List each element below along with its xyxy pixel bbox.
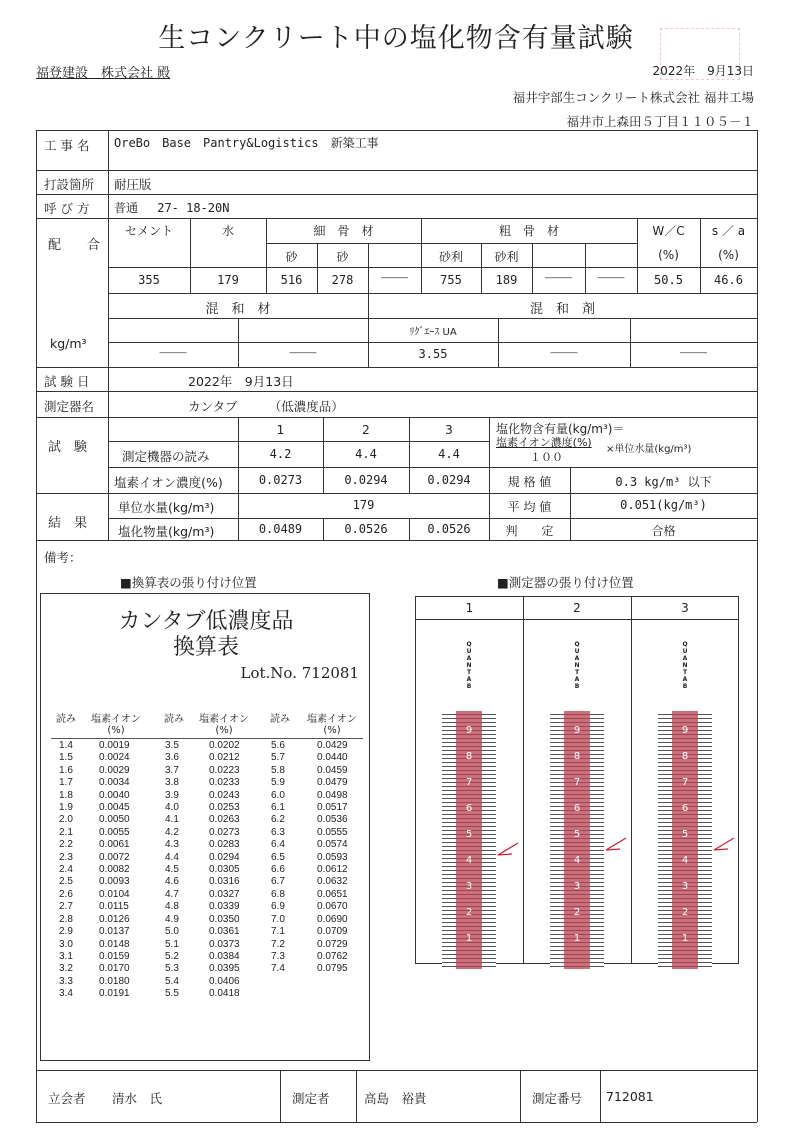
chloride-content-2: 0.0526 [344,522,388,536]
quantab-brand-label: Q U A N T A B [574,641,580,690]
chloride-ion-label: 塩素イオン濃度(%) [114,475,223,490]
chloride-ion-3: 0.0294 [427,473,471,487]
quantab-brand-label: Q U A N T A B [682,641,688,690]
sand2-header: 砂 [336,250,349,264]
remarks-label: 備考： [44,550,82,565]
gravel1-header: 砂利 [438,250,463,264]
measurer-label: 測定者 [292,1091,330,1106]
average-label: 平 均 値 [507,500,552,514]
conversion-subtitle: 換算表 [172,635,239,660]
strip-section-label: ■測定器の張り付け位置 [497,575,634,590]
quantab-scale-number: 3 [681,881,689,892]
type-value: 普通 27- 18-20N [114,201,230,215]
reading-arrow-icon [494,842,520,858]
formula-multiplier: ×単位水量(kg/m³) [606,444,692,455]
conversion-title: カンタブ低濃度品 [118,609,294,634]
lot-number: Lot.No. 712081 [240,664,359,682]
water-value: 179 [217,273,239,287]
coarse-extra-dash-2: ――― [597,273,625,283]
col-read-b: 読み [164,714,184,725]
sa-value: 46.6 [714,273,743,287]
water-header: 水 [221,224,234,238]
admix-material-dash-1: ――― [159,348,187,358]
company-name: 福井宇部生コンクリート株式会社 福井工場 [512,90,754,105]
strip-2-label: 2 [573,601,581,615]
quantab-strip-1 [442,641,496,971]
wc-unit: (%) [658,248,679,262]
number-label: 測定番号 [532,1091,583,1106]
formula-top: 塩化物含有量(kg/m³)＝ [496,422,625,436]
quantab-color-column [564,711,590,969]
quantab-scale-number: 9 [465,725,473,736]
formula-denominator: １００ [530,451,563,464]
quantab-strip-3 [658,641,712,971]
fine-aggregate-header: 細 骨 材 [313,224,374,238]
gravel2-value: 189 [495,273,518,287]
quantab-scale-number: 4 [573,855,581,866]
admix-agent-header: 混 和 剤 [529,302,595,317]
sand2-value: 278 [331,273,354,287]
quantab-scale-number: 6 [573,803,581,814]
cement-value: 355 [138,273,160,287]
quantab-scale-number: 5 [681,829,689,840]
witness-value: 清水 氏 [112,1091,163,1106]
quantab-color-column [672,711,698,969]
strip-3-label: 3 [681,601,689,615]
quantab-scale-number: 8 [681,751,689,762]
device-value: カンタブ （低濃度品） [188,399,344,414]
result-label: 結 果 [48,516,88,531]
admix-agent-name: ﾘｸﾞｴｰｽ UA [409,327,457,338]
conversion-section-label: ■換算表の張り付け位置 [120,575,257,590]
client-name: 福登建設 株式会社 殿 [36,66,171,81]
standard-label: 規 格 値 [507,475,552,489]
col-ion-a: 塩素イオン [91,714,141,725]
sa-header: s ／ a [711,224,746,238]
admix-material-header: 混 和 材 [205,302,271,317]
unit-water-value: 179 [352,498,375,512]
quantab-scale-number: 7 [573,777,581,788]
coarse-extra-dash-1: ――― [545,273,572,283]
quantab-scale-number: 3 [573,881,581,892]
strip-panel [415,596,739,964]
cement-header: セメント [124,224,173,238]
coarse-aggregate-header: 粗 骨 材 [498,224,559,238]
site-label: 打設箇所 [44,177,95,192]
quantab-scale-number: 2 [465,907,473,918]
gravel1-value: 755 [440,273,462,287]
project-value: OreBo Base Pantry&Logistics 新築工事 [114,136,379,150]
chloride-content-1: 0.0489 [258,522,303,536]
quantab-brand-label: Q U A N T A B [466,641,472,690]
conversion-ions-b: 0.0202 0.0212 0.0223 0.0233 0.0243 0.0253 0.0263 0.0273 0.0283 0.0294 0.0305 0.0316 0.0327 0.0339 0.0350 0.0361 0.0373 0.0384 0.0395 0.0406 0.0418 [209,740,240,1000]
col-unit-c: (%) [323,725,341,736]
quantab-scale-number: 9 [573,725,581,736]
quantab-scale-number: 4 [681,855,689,866]
project-label: 工 事 名 [44,138,90,153]
test-date-value: 2022年 9月13日 [188,374,294,389]
company-address: 福井市上森田５丁目１１０５－１ [566,114,754,129]
test-date-label: 試 験 日 [44,374,90,389]
conversion-reads-c: 5.6 5.7 5.8 5.9 6.0 6.1 6.2 6.3 6.4 6.5 6.6 6.7 6.8 6.9 7.0 7.1 7.2 7.3 7.4 [271,740,285,975]
quantab-scale-number: 3 [465,881,473,892]
wc-header: W／C [652,224,685,238]
sa-unit: (%) [718,248,739,262]
mix-label: 配 合 [48,238,101,253]
page-title: 生コンクリート中の塩化物含有量試験 [158,23,634,54]
chloride-content-3: 0.0526 [427,522,471,536]
conversion-reads-a: 1.4 1.5 1.6 1.7 1.8 1.9 2.0 2.1 2.2 2.3 2.4 2.5 2.6 2.7 2.8 2.9 3.0 3.1 3.2 3.3 3.4 [59,740,73,1000]
gravel2-header: 砂利 [494,250,519,264]
col-ion-c: 塩素イオン [307,714,357,725]
number-value: 712081 [606,1089,654,1104]
quantab-scale-number: 8 [573,751,581,762]
quantab-scale-number: 2 [681,907,689,918]
quantab-scale-number: 7 [681,777,689,788]
conversion-table-card [40,593,370,1061]
conversion-reads-b: 3.5 3.6 3.7 3.8 3.9 4.0 4.1 4.2 4.3 4.4 4.5 4.6 4.7 4.8 4.9 5.0 5.1 5.2 5.3 5.4 5.5 [165,740,179,1000]
device-label: 測定器名 [44,399,95,414]
reading-label: 測定機器の読み [122,449,210,464]
chloride-content-label: 塩化物量(kg/m³) [118,524,215,539]
quantab-scale-number: 1 [465,933,473,944]
col-read-a: 読み [56,714,76,725]
judge-value: 合格 [651,524,676,538]
unit-label: kg/m³ [50,336,87,351]
col-1-header: 1 [276,423,285,437]
quantab-scale-number: 6 [681,803,689,814]
average-value: 0.051(kg/m³) [620,498,707,512]
strip-1-label: 1 [465,601,474,615]
quantab-scale-number: 7 [465,777,473,788]
test-label: 試 験 [48,440,88,455]
unit-water-label: 単位水量(kg/m³) [118,500,215,515]
quantab-strip-2 [550,641,604,971]
reading-1: 4.2 [269,447,292,461]
col-ion-b: 塩素イオン [199,714,249,725]
quantab-scale-number: 9 [681,725,689,736]
quantab-color-column [456,711,482,969]
col-3-header: 3 [445,423,453,437]
wc-value: 50.5 [654,273,683,287]
witness-label: 立会者 [48,1091,86,1106]
admix-agent-dash-1: ――― [550,348,578,358]
quantab-scale-number: 8 [465,751,473,762]
conversion-ions-a: 0.0019 0.0024 0.0029 0.0034 0.0040 0.0045 0.0050 0.0055 0.0061 0.0072 0.0082 0.0093 0.0104 0.0115 0.0126 0.0137 0.0148 0.0159 0.0170 0.0180 0.0191 [99,740,130,1000]
measurer-value: 高島 裕貴 [364,1091,427,1106]
admix-agent-dash-2: ――― [680,348,707,358]
standard-value: 0.3 kg/m³ 以下 [615,475,712,489]
reading-arrow-icon [602,837,628,853]
quantab-scale-number: 1 [573,933,581,944]
col-unit-b: (%) [215,725,233,736]
admix-material-dash-2: ――― [289,348,317,358]
col-2-header: 2 [362,423,370,437]
reading-2: 4.4 [355,447,377,461]
report-date: 2022年 9月13日 [652,64,754,78]
quantab-scale-number: 4 [465,855,473,866]
fine-extra-dash: ――― [381,273,408,283]
quantab-scale-number: 2 [573,907,581,918]
col-unit-a: (%) [107,725,125,736]
chloride-ion-2: 0.0294 [344,473,388,487]
col-read-c: 読み [270,714,290,725]
reading-arrow-icon [710,837,736,853]
judge-label: 判 定 [505,524,554,538]
admix-agent-value: 3.55 [418,347,448,361]
sand1-header: 砂 [285,250,298,264]
conversion-ions-c: 0.0429 0.0440 0.0459 0.0479 0.0498 0.0517 0.0536 0.0555 0.0574 0.0593 0.0612 0.0632 0.0651 0.0670 0.0690 0.0709 0.0729 0.0762 0.0795 [317,740,348,975]
quantab-scale-number: 5 [573,829,581,840]
chloride-ion-1: 0.0273 [258,473,303,487]
type-label: 呼 び 方 [44,201,90,216]
quantab-scale-number: 6 [465,803,473,814]
formula-numerator: 塩素イオン濃度(%) [496,436,592,449]
quantab-scale-number: 1 [681,933,689,944]
sand1-value: 516 [280,273,303,287]
quantab-scale-number: 5 [465,829,473,840]
reading-3: 4.4 [438,447,460,461]
site-value: 耐圧版 [114,177,152,192]
